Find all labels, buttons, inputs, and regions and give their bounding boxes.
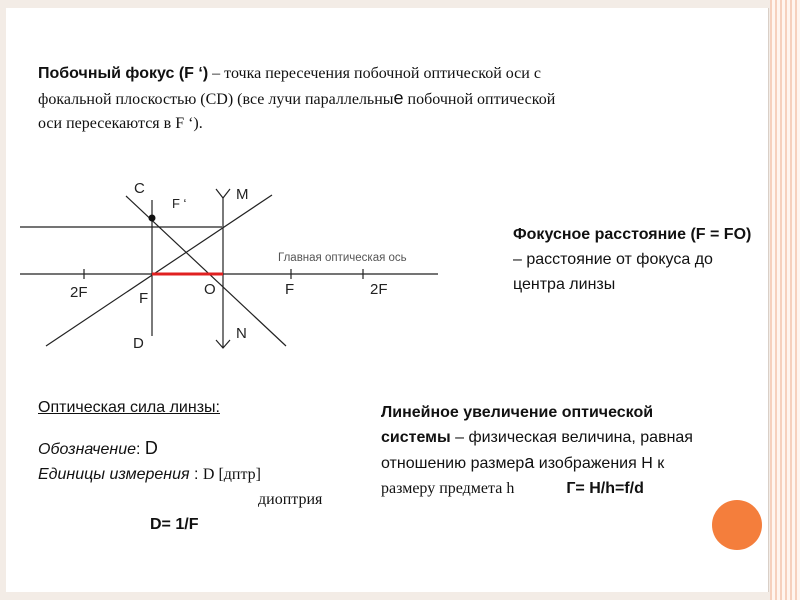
decorative-orange-circle xyxy=(712,500,762,550)
focal-text: – расстояние от фокуса до центра линзы xyxy=(513,251,713,293)
label-n: N xyxy=(236,325,247,342)
intro-heading: Побочный фокус (F ‘) xyxy=(38,65,209,82)
label-f-right: F xyxy=(285,281,295,298)
decorative-stripes xyxy=(770,0,800,600)
intro-line2: фокальной плоскостью (CD) (все лучи параллельны xyxy=(38,91,394,108)
designation-label: Обозначение xyxy=(38,441,137,458)
lens-top-arrow xyxy=(216,189,230,198)
intro-line2-big-e: е xyxy=(393,88,404,108)
linear-magnification-block xyxy=(381,400,751,501)
label-fprime: F ‘ xyxy=(172,196,187,211)
linear-text-2b: изображения Н к xyxy=(534,455,665,472)
linear-heading-2: системы xyxy=(381,429,451,446)
focus-point-fprime xyxy=(149,215,156,222)
label-c: C xyxy=(134,180,145,197)
intro-line2-rest: побочной оптической xyxy=(403,91,556,108)
label-o: O xyxy=(204,281,216,298)
linear-formula: Г= Н/h=f/d xyxy=(566,480,644,497)
label-2f-left: 2F xyxy=(70,284,88,301)
label-d: D xyxy=(133,335,144,352)
intro-paragraph xyxy=(38,62,718,136)
power-formula: D= 1/F xyxy=(150,516,199,533)
intro-line3: оси пересекаются в F ‘). xyxy=(38,115,203,132)
units-value: D [дптр] xyxy=(202,466,262,483)
label-f-left: F xyxy=(139,290,149,307)
label-m: M xyxy=(236,186,249,203)
axis-label: Главная оптическая ось xyxy=(278,252,407,264)
label-2f-right: 2F xyxy=(370,281,388,298)
focal-length-definition xyxy=(513,222,753,297)
lens-diagram xyxy=(0,160,460,360)
ray-line-m xyxy=(46,195,272,346)
intro-dash-text: – точка пересечения побочной оптической оси с xyxy=(208,65,541,82)
designation-value: D xyxy=(144,438,158,458)
power-title: Оптическая сила линзы: xyxy=(38,399,220,416)
linear-text-1: – физическая величина, равная xyxy=(450,429,693,446)
linear-text-2a: отношению размер xyxy=(381,455,525,472)
linear-text-2-big-a: а xyxy=(524,452,535,472)
linear-heading-1: Линейное увеличение оптической xyxy=(381,404,654,421)
focal-heading: Фокусное расстояние (F = FO) xyxy=(513,226,752,243)
linear-text-3: размеру предмета h xyxy=(381,480,515,497)
units-name: диоптрия xyxy=(258,491,323,508)
optical-power-block: Оптическая сила линзы: Обозначение: D Единицы измерения : D [дптр] диоптрия D= 1/F xyxy=(38,395,358,537)
units-label: Единицы измерения xyxy=(38,466,190,483)
